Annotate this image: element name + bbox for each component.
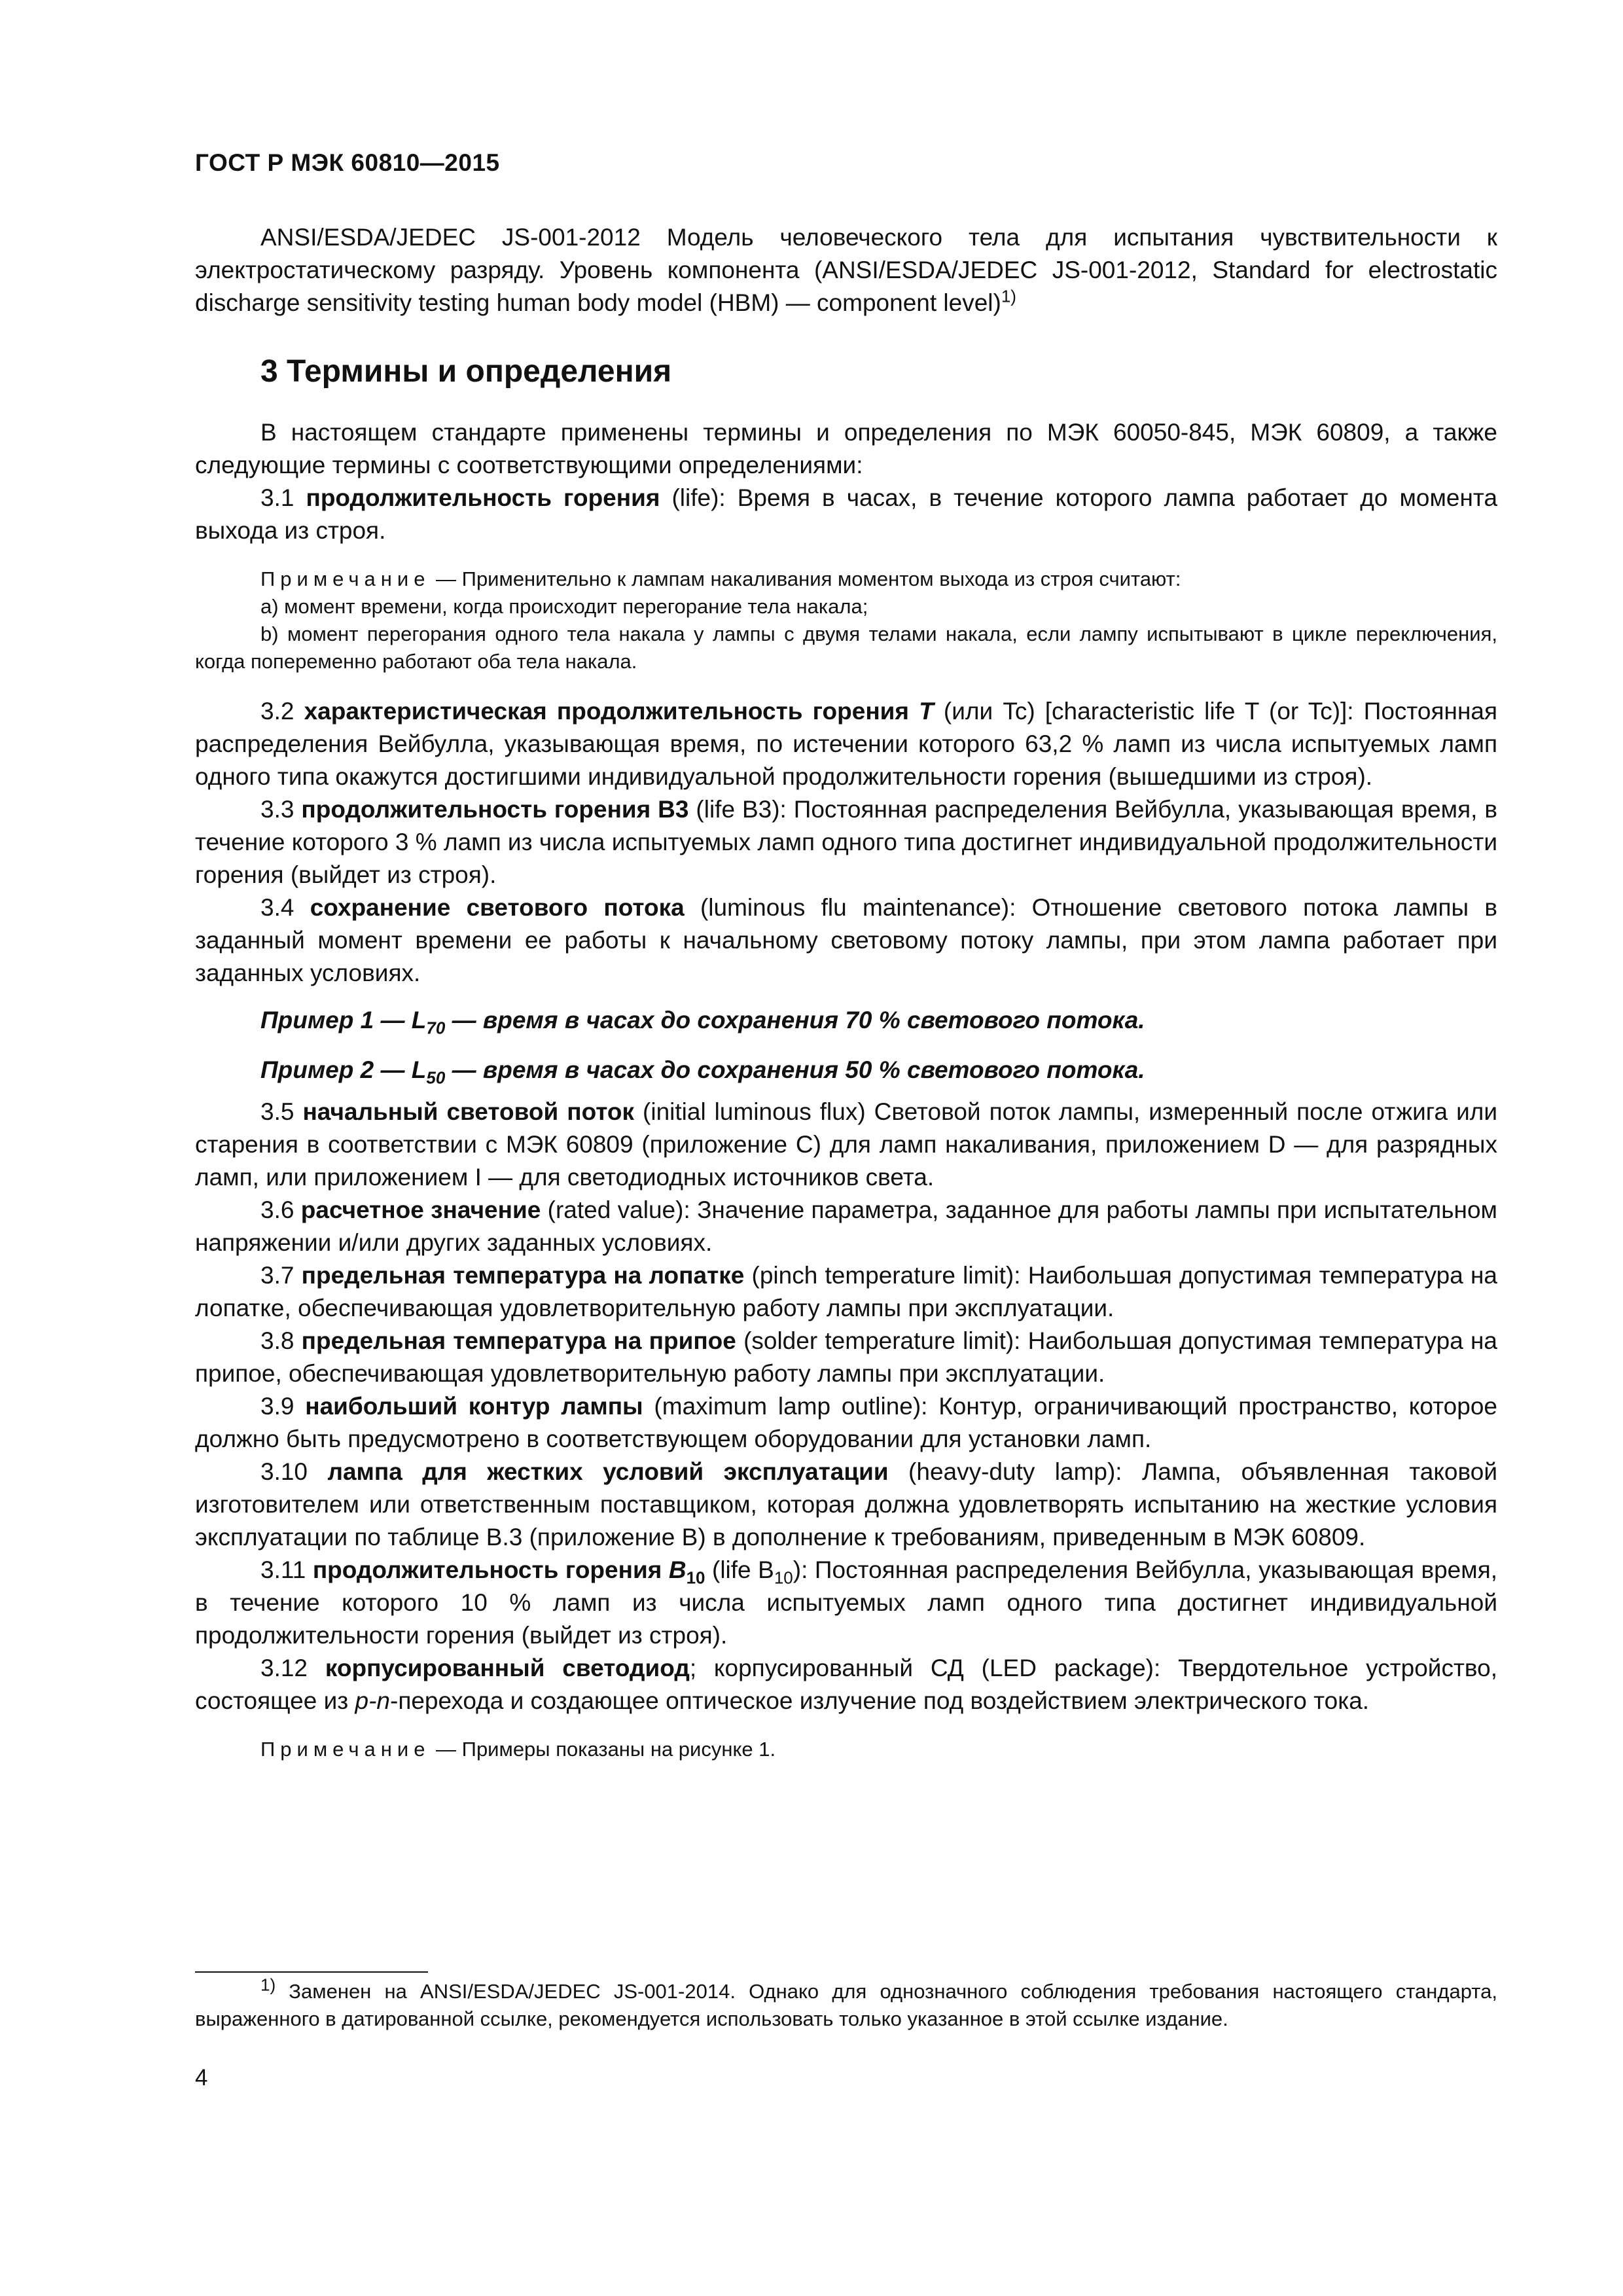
term-3-11	[195, 1554, 1497, 1652]
term-3-12	[195, 1652, 1497, 1717]
term-number: 3.5	[260, 1098, 294, 1125]
term-definition: -перехода и создающее оптическое излучение под воздействием электрического тока.	[390, 1687, 1370, 1714]
example-prefix: Пример 1 — L	[260, 1007, 427, 1033]
footnote	[195, 1975, 1497, 2033]
term-3-5	[195, 1096, 1497, 1194]
term-number: 3.8	[260, 1327, 294, 1354]
term-definition: (solder temperature limit): Наибольшая допустимая температура на припое, обеспечивающая удовлетворительную работу лампы при эксплуатации.	[195, 1327, 1498, 1387]
term-definition: (pinch temperature limit): Наибольшая допустимая температура на лопатке, обеспечивающая удовлетворительную работу лампы при эксплуатации.	[195, 1262, 1497, 1321]
footnote-number: 1)	[260, 1975, 276, 1995]
term-name: корпусированный светодиод	[325, 1655, 690, 1681]
term-3-4	[195, 891, 1497, 990]
term-3-2	[195, 695, 1497, 793]
example-prefix: Пример 2 — L	[260, 1056, 427, 1083]
footnote-separator	[195, 1971, 428, 1973]
term-number: 3.3	[260, 796, 294, 823]
note-1	[195, 565, 1497, 593]
term-name: продолжительность горения B3	[301, 796, 689, 823]
note-label: Примечание	[260, 1738, 431, 1761]
term-definition: (heavy-duty lamp): Лампа, объявленная таковой изготовителем или ответственным поставщиком, которая должна удовлетворять испытанию на жесткие условия эксплуатации по таблице В.3 (приложение В) в дополнение к требованиям, приведенным в МЭК 60809.	[195, 1458, 1497, 1551]
page-body	[195, 221, 1497, 1763]
term-definition: (life B3): Постоянная распределения Вейбулла, указывающая время, в течение которого 3 % ламп из числа испытуемых ламп одного типа достигнет индивидуальной продолжительности горения (выйдет из строя).	[195, 796, 1498, 888]
footnote-text	[195, 1975, 1497, 2033]
example-1	[195, 1001, 1497, 1039]
footnote-body: Заменен на ANSI/ESDA/JEDEC JS-001-2014. Однако для однозначного соблюдения требования настоящего стандарта, выраженного в датированной ссылке, рекомендуется использовать только указанное в этой ссылке издание.	[195, 1980, 1497, 2030]
term-symbol: T	[919, 698, 934, 725]
term-definition: (initial luminous flux) Световой поток лампы, измеренный после отжига или старения в соответствии с МЭК 60809 (приложение С) для ламп накаливания, приложением D — для разрядных ламп, или приложением I — для светодиодных источников света.	[195, 1098, 1498, 1191]
term-3-8	[195, 1325, 1497, 1390]
term-definition: (rated value): Значение параметра, заданное для работы лампы при испытательном напряжении и/или других заданных условиях.	[195, 1196, 1497, 1256]
note-1-item-b: b) момент перегорания одного тела накала у лампы с двумя телами накала, если лампу испытывают в цикле переключения, когда попеременно работают оба тела накала.	[195, 622, 1497, 673]
term-definition-subscript: 10	[774, 1568, 793, 1588]
term-number: 3.10	[260, 1458, 308, 1485]
note-text: — Применительно к лампам накаливания моментом выхода из строя считают:	[430, 567, 1181, 590]
document-header: ГОСТ Р МЭК 60810—2015	[195, 149, 500, 176]
term-number: 3.6	[260, 1196, 294, 1223]
term-3-3	[195, 793, 1497, 891]
term-definition: (maximum lamp outline): Контур, ограничивающий пространство, которое должно быть предусмотрено в соответствующем оборудовании для установки ламп.	[195, 1393, 1497, 1452]
term-number: 3.4	[260, 894, 294, 921]
term-number: 3.9	[260, 1393, 294, 1420]
term-3-6	[195, 1194, 1497, 1259]
term-name: лампа для жестких условий эксплуатации	[327, 1458, 889, 1485]
term-definition: (life): Время в часах, в течение которого лампа работает до момента выхода из строя.	[195, 484, 1498, 544]
example-2	[195, 1051, 1497, 1089]
example-text: — время в часах до сохранения 70 % светового потока.	[445, 1007, 1145, 1033]
reference-entry	[195, 221, 1497, 319]
term-symbol-subscript: 10	[686, 1568, 705, 1588]
term-name: расчетное значение	[300, 1196, 541, 1223]
term-definition: (luminous flu maintenance): Отношение светового потока лампы в заданный момент времени ее работы к начальному световому потоку лампы, при этом лампа работает при заданных условиях.	[195, 894, 1497, 986]
footnote-marker: 1)	[1001, 286, 1016, 306]
term-name: наибольший контур лампы	[305, 1393, 643, 1420]
term-3-10	[195, 1456, 1497, 1554]
section-intro: В настоящем стандарте применены термины и определения по МЭК 60050-845, МЭК 60809, а также следующие термины с соответствующими определениями:	[195, 419, 1497, 478]
term-number: 3.2	[260, 698, 294, 725]
term-definition-italic: p-n	[355, 1687, 390, 1714]
example-text: — время в часах до сохранения 50 % светового потока.	[445, 1056, 1145, 1083]
note-label: Примечание	[260, 567, 431, 590]
term-symbol: B	[668, 1556, 687, 1583]
example-subscript: 50	[426, 1067, 446, 1088]
term-definition-start: (life B	[705, 1556, 774, 1583]
term-definition: ): Постоянная распределения Вейбулла, указывающая время, в течение которого 10 % ламп из числа испытуемых ламп одного типа достигнет индивидуальной продолжительности горения (выйдет из строя).	[195, 1556, 1498, 1649]
term-3-7	[195, 1259, 1497, 1325]
term-name: начальный световой поток	[302, 1098, 635, 1125]
example-subscript: 70	[426, 1018, 446, 1038]
term-name: сохранение светового потока	[310, 894, 685, 921]
term-definition-start: ; корпусированный СД (LED package): Твердотельное устройство, состоящее из	[195, 1655, 1498, 1714]
section-title: 3 Термины и определения	[260, 354, 672, 389]
note-text: — Примеры показаны на рисунке 1.	[430, 1738, 776, 1761]
term-number: 3.7	[260, 1262, 294, 1289]
term-name: характеристическая продолжительность горения	[304, 698, 910, 725]
term-definition: (или Tc) [characteristic life T (or Tc)]: Постоянная распределения Вейбулла, указывающая время, по истечении которого 63,2 % ламп из числа испытуемых ламп одного типа окажутся достигшими индивидуальной продолжительности горения (вышедшими из строя).	[195, 698, 1498, 790]
term-number: 3.1	[260, 484, 294, 511]
term-number: 3.12	[260, 1655, 308, 1681]
note-2	[195, 1736, 1497, 1763]
term-3-1	[195, 482, 1497, 547]
term-name: продолжительность горения	[306, 484, 660, 511]
term-name: предельная температура на лопатке	[301, 1262, 745, 1289]
term-3-9	[195, 1390, 1497, 1456]
term-name: продолжительность горения	[312, 1556, 662, 1583]
reference-text: ANSI/ESDA/JEDEC JS-001-2012 Модель человеческого тела для испытания чувствительности к электростатическому разряду. Уровень компонента (ANSI/ESDA/JEDEC JS-001-2012, Standard for electrostatic discharge sensitivity testing human body model (HBM) — component level)	[195, 224, 1497, 316]
term-number: 3.11	[260, 1556, 306, 1583]
page-number: 4	[195, 2065, 208, 2090]
term-name: предельная температура на припое	[301, 1327, 736, 1354]
note-1-item-a: a) момент времени, когда происходит перегорание тела накала;	[260, 595, 868, 618]
